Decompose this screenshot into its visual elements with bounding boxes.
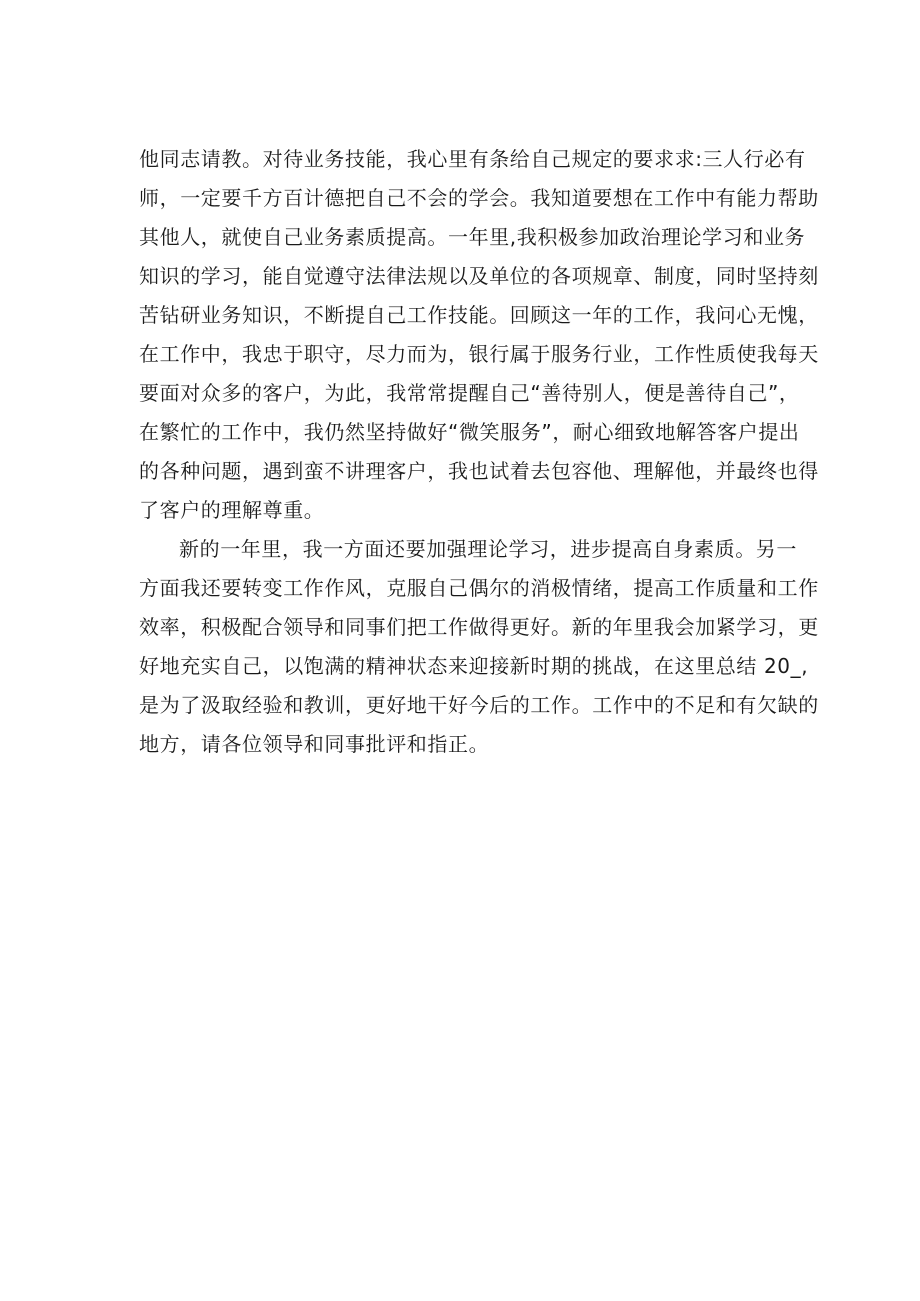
text-line: 新的一年里，我一方面还要加强理论学习，进步提高自身素质。另一 [179,537,797,561]
text-line: 要面对众多的客户，为此，我常常提醒自己“善待别人，便是善待自己”， [139,381,800,405]
text-line: 地方，请各位领导和同事批评和指正。 [139,732,490,756]
text-line: 了客户的理解尊重。 [139,498,325,522]
text-line: 的各种问题，遇到蛮不讲理客户，我也试着去包容他、理解他，并最终也得 [139,459,819,483]
text-line: 师，一定要千方百计德把自己不会的学会。我知道要想在工作中有能力帮助 [139,186,819,210]
text-line: 在工作中，我忠于职守，尽力而为，银行属于服务行业，工作性质使我每天 [139,342,819,366]
text-line: 苦钻研业务知识，不断提自己工作技能。回顾这一年的工作，我问心无愧， [139,303,819,327]
text-line: 在繁忙的工作中，我仍然坚持做好“微笑服务”，耐心细致地解答客户提出 [139,420,800,444]
text-line: 好地充实自己，以饱满的精神状态来迎接新时期的挑战，在这里总结 20_, [139,654,809,678]
text-line: 效率，积极配合领导和同事们把工作做得更好。新的年里我会加紧学习，更 [139,615,819,639]
text-line: 其他人，就使自己业务素质提高。一年里,我积极参加政治理论学习和业务 [139,225,806,249]
text-line: 知识的学习，能自觉遵守法律法规以及单位的各项规章、制度，同时坚持刻 [139,264,819,288]
paragraph-1 [139,140,819,530]
text-line: 是为了汲取经验和教训，更好地干好今后的工作。工作中的不足和有欠缺的 [139,693,819,717]
text-line: 他同志请教。对待业务技能，我心里有条给自己规定的要求求:三人行必有 [139,147,806,171]
document-body [139,140,819,764]
paragraph-2 [139,530,819,764]
text-line: 方面我还要转变工作作风，克服自己偶尔的消极情绪，提高工作质量和工作 [139,576,819,600]
